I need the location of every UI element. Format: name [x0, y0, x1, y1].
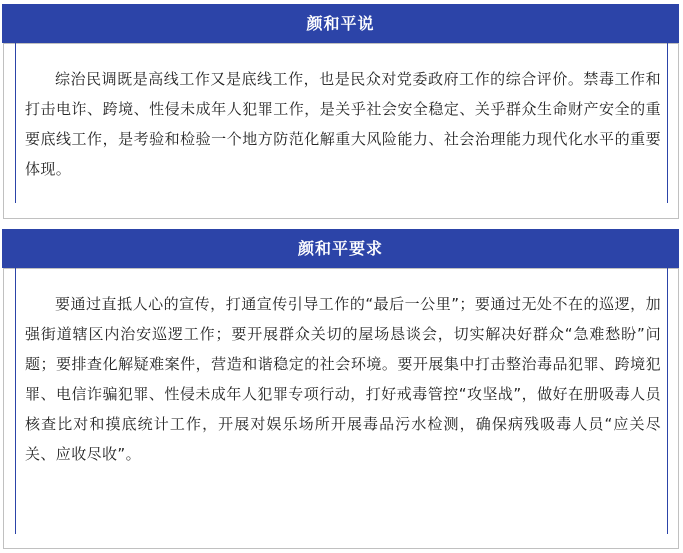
- right-accent-rule: [667, 268, 668, 534]
- right-accent-rule: [667, 43, 668, 203]
- left-accent-rule: [15, 268, 16, 534]
- left-accent-rule: [15, 43, 16, 203]
- section-title-requirements: 颜和平要求: [2, 229, 679, 268]
- section-title-statement: 颜和平说: [2, 4, 679, 43]
- statement-paragraph: 综治民调既是高线工作又是底线工作，也是民众对党委政府工作的综合评价。禁毒工作和打击电诈、跨境、性侵未成年人犯罪工作，是关乎社会安全稳定、关乎群众生命财产安全的重要底线工作，是考验和检验一个地方防范化解重大风险能力、社会治理能力现代化水平的重要体现。: [25, 70, 661, 178]
- requirements-paragraph: 要通过直抵人心的宣传，打通宣传引导工作的“最后一公里”；要通过无处不在的巡逻，加强街道辖区内治安巡逻工作；要开展群众关切的屋场恳谈会，切实解决好群众“急难愁盼”问题；要排查化解疑难案件，营造和谐稳定的社会环境。要开展集中打击整治毒品犯罪、跨境犯罪、电信诈骗犯罪、性侵未成年人犯罪专项行动，打好戒毒管控“攻坚战”，做好在册吸毒人员核查比对和摸底统计工作，开展对娱乐场所开展毒品污水检测，确保病残吸毒人员“应关尽关、应收尽收”。: [25, 295, 661, 463]
